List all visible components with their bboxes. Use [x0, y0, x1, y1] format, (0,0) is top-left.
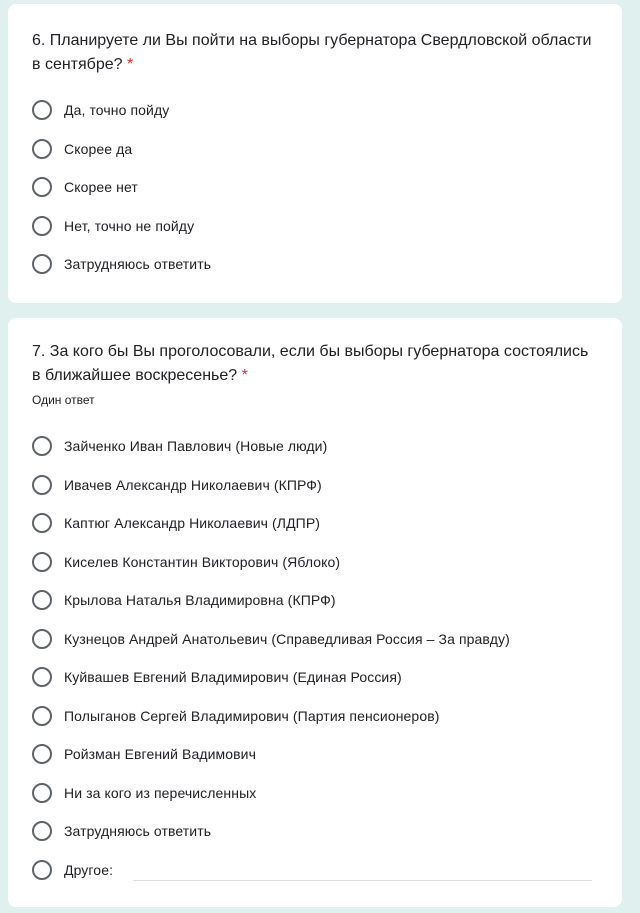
radio-option[interactable] [32, 735, 598, 774]
radio-circle-icon[interactable] [32, 744, 52, 764]
option-label: Кузнецов Андрей Анатольевич (Справедливая Россия – За правду) [64, 630, 510, 647]
radio-circle-icon[interactable] [32, 216, 52, 236]
required-asterisk: * [241, 367, 248, 384]
option-label: Крылова Наталья Владимировна (КПРФ) [64, 592, 336, 609]
radio-option[interactable] [32, 658, 598, 697]
other-text-input[interactable] [133, 862, 592, 881]
radio-circle-icon[interactable] [32, 860, 52, 880]
option-label: Да, точно пойду [64, 102, 170, 119]
radio-option[interactable] [32, 774, 598, 813]
option-label: Полыганов Сергей Владимирович (Партия пенсионеров) [64, 707, 440, 724]
radio-option[interactable] [32, 812, 598, 851]
radio-circle-icon[interactable] [32, 821, 52, 841]
option-label: Скорее нет [64, 179, 138, 196]
option-label: Ни за кого из перечисленных [64, 784, 257, 801]
option-label: Каптюг Александр Николаевич (ЛДПР) [64, 515, 321, 532]
option-label-other: Другое: [64, 861, 114, 878]
radio-circle-icon[interactable] [32, 552, 52, 572]
question-card-6 [8, 4, 622, 303]
radio-circle-icon[interactable] [32, 629, 52, 649]
option-label: Нет, точно не пойду [64, 217, 195, 234]
option-label: Киселев Константин Викторович (Яблоко) [64, 553, 341, 570]
radio-option[interactable] [32, 130, 598, 169]
option-label: Ройзман Евгений Вадимович [64, 746, 256, 763]
option-label: Скорее да [64, 140, 133, 157]
radio-circle-icon[interactable] [32, 254, 52, 274]
question-title: 7. За кого бы Вы проголосовали, если бы выборы губернатора состоялись в ближайшее воскресенье? * [32, 343, 589, 384]
radio-circle-icon[interactable] [32, 706, 52, 726]
radio-circle-icon[interactable] [32, 139, 52, 159]
radio-option[interactable] [32, 168, 598, 207]
option-label: Зайченко Иван Павлович (Новые люди) [64, 438, 328, 455]
radio-option[interactable] [32, 620, 598, 659]
radio-option[interactable] [32, 91, 598, 130]
radio-option[interactable] [32, 466, 598, 505]
radio-circle-icon[interactable] [32, 100, 52, 120]
question-title: 6. Планируете ли Вы пойти на выборы губернатора Свердловской области в сентябре? * [32, 32, 592, 73]
radio-circle-icon[interactable] [32, 177, 52, 197]
radio-option[interactable] [32, 697, 598, 736]
radio-option[interactable] [32, 504, 598, 543]
question-card-7 [8, 318, 622, 907]
radio-option-other[interactable] [32, 851, 598, 890]
radio-option[interactable] [32, 581, 598, 620]
radio-group [32, 91, 598, 284]
radio-circle-icon[interactable] [32, 436, 52, 456]
radio-circle-icon[interactable] [32, 667, 52, 687]
option-label: Ивачев Александр Николаевич (КПРФ) [64, 476, 322, 493]
radio-option[interactable] [32, 207, 598, 246]
option-label: Затрудняюсь ответить [64, 823, 212, 840]
option-label: Затрудняюсь ответить [64, 256, 212, 273]
radio-option[interactable] [32, 427, 598, 466]
radio-option[interactable] [32, 245, 598, 284]
radio-circle-icon[interactable] [32, 783, 52, 803]
question-description: Один ответ [32, 393, 95, 407]
radio-circle-icon[interactable] [32, 475, 52, 495]
radio-option[interactable] [32, 543, 598, 582]
radio-circle-icon[interactable] [32, 513, 52, 533]
required-asterisk: * [126, 56, 134, 73]
radio-circle-icon[interactable] [32, 590, 52, 610]
option-label: Куйвашев Евгений Владимирович (Единая Россия) [64, 669, 402, 686]
radio-group [32, 427, 598, 889]
